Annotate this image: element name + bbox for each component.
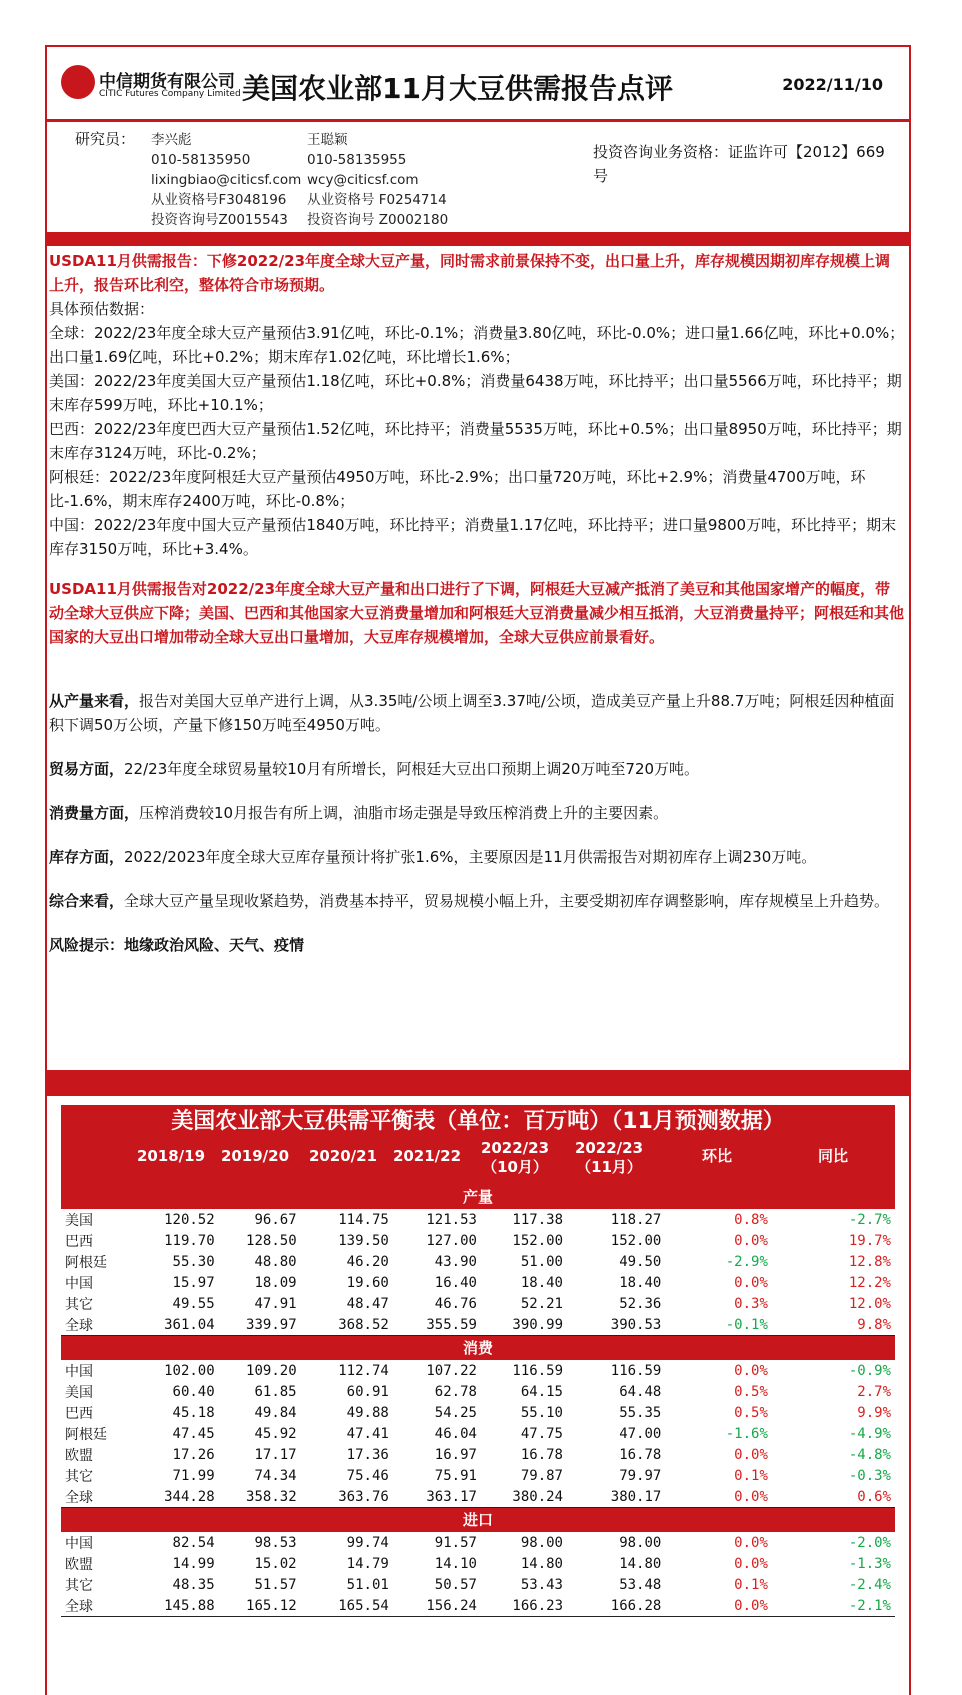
table-title: 美国农业部大豆供需平衡表（单位：百万吨）（11月预测数据） [171,1109,785,1134]
row-label: 中国 [65,1363,93,1380]
table-cell: 0.1% [734,1576,768,1593]
table-cell: 74.34 [254,1467,297,1484]
table-cell: 390.99 [477,1314,563,1336]
table-cell: 98.00 [520,1534,563,1551]
table-cell: 118.27 [610,1211,662,1228]
table-cell: 53.43 [520,1576,563,1593]
table-cell: 96.67 [254,1211,297,1228]
table-cell: 0.8% [734,1211,768,1228]
trade-text: 22/23年度全球贸易量较10月有所增长，阿根廷大豆出口预期上调20万吨至720万吨。 [124,760,700,778]
table-cell: 46.76 [434,1295,477,1312]
table-cell: 50.57 [434,1576,477,1593]
table-cell: 54.25 [434,1404,477,1421]
table-cell: 139.50 [338,1232,389,1249]
row-label: 中国 [65,1535,93,1552]
table-cell: 75.46 [346,1467,389,1484]
table-cell: 0.5% [734,1383,768,1400]
row-label: 巴西 [65,1233,93,1250]
table-cell: 0.3% [734,1295,768,1312]
table-cell: 52.21 [520,1295,563,1312]
section-band-2 [47,1070,909,1096]
analyst-2-advisory: 投资咨询号 Z0002180 [307,212,449,228]
table-section-header: 进口 [61,1508,895,1532]
table-cell: 152.00 [610,1232,662,1249]
table-row [61,1293,895,1314]
table-cell: 127.00 [426,1232,477,1249]
table-cell: 156.24 [389,1595,477,1617]
table-cell: 71.99 [172,1467,215,1484]
table-row [61,1595,895,1617]
citic-logo-icon [61,65,95,99]
table-row [61,1486,895,1508]
row-label: 其它 [65,1577,93,1594]
table-cell: -0.9% [848,1362,891,1379]
analyst-2-email: wcy@citicsf.com [307,172,419,188]
table-cell: -2.0% [848,1534,891,1551]
table-cell: 43.90 [434,1253,477,1270]
table-cell: 61.85 [254,1383,297,1400]
table-cell: 390.53 [563,1314,661,1336]
table-row [61,1444,895,1465]
table-cell: 17.26 [172,1446,215,1463]
column-header: 同比 [817,1147,848,1165]
table-cell: 49.55 [172,1295,215,1312]
analyst-label: 研究员： [75,130,136,148]
table-cell: 166.28 [563,1595,661,1617]
row-label: 美国 [65,1212,93,1229]
table-row [61,1360,895,1381]
table-cell: 0.1% [734,1467,768,1484]
table-cell: -2.7% [848,1211,891,1228]
table-cell: 49.84 [254,1404,297,1421]
table-cell: -2.4% [848,1576,891,1593]
table-section-header: 产量 [61,1185,895,1209]
table-header [61,1105,895,1185]
trade-paragraph [49,757,905,781]
row-label: 阿根廷 [65,1254,107,1271]
report-frame [45,45,911,1695]
column-header: 2022/23 （10月） [480,1139,550,1176]
report-body [49,249,905,957]
column-header: 2018/19 [136,1147,206,1165]
analyst-2 [307,130,448,230]
analyst-1 [151,130,301,230]
table-cell: 0.0% [734,1232,768,1249]
table-cell: 53.48 [619,1576,662,1593]
row-label: 中国 [65,1275,93,1292]
table-row [61,1230,895,1251]
column-header: 2020/21 [308,1147,378,1165]
table-cell: 91.57 [434,1534,477,1551]
license-text: 投资咨询业务资格：证监许可【2012】669号 [593,143,885,185]
table-row [61,1251,895,1272]
global-data: 全球：2022/23年度全球大豆产量预估3.91亿吨，环比-0.1%；消费量3.80亿吨，环比-0.0%；进口量1.66亿吨，环比+0.0%；出口量1.69亿吨，环比+0.2%；期末库存1.02亿吨，环比增长1.6%； [49,324,905,366]
table-row [61,1465,895,1486]
table-cell: 99.74 [346,1534,389,1551]
production-text: 报告对美国大豆单产进行上调，从3.35吨/公顷上调至3.37吨/公顷，造成美豆产量上升88.7万吨；阿根廷因种植面积下调50万公顷，产量下修150万吨至4950万吨。 [49,692,895,734]
production-paragraph [49,689,905,737]
table-section [61,1209,895,1336]
table-cell: 48.80 [254,1253,297,1270]
table-cell: 60.40 [172,1383,215,1400]
consumption-text: 压榨消费较10月报告有所上调，油脂市场走强是导致压榨消费上升的主要因素。 [139,804,669,822]
table-cell: 9.9% [857,1404,891,1421]
table-cell: 116.59 [610,1362,662,1379]
data-label: 具体预估数据： [49,300,155,318]
table-cell: 121.53 [426,1211,477,1228]
table-cell: 119.70 [164,1232,215,1249]
table-row [61,1423,895,1444]
table-cell: 51.00 [520,1253,563,1270]
table-cell: 16.78 [520,1446,563,1463]
report-date: 2022/11/10 [782,75,883,94]
report-title: 美国农业部11月大豆供需报告点评 [242,72,673,105]
table-cell: 45.92 [254,1425,297,1442]
table-cell: 55.10 [520,1404,563,1421]
analyst-2-cert: 从业资格号 F0254714 [307,192,447,208]
report-header [47,47,909,119]
table-cell: 355.59 [389,1314,477,1336]
table-cell: 0.0% [734,1534,768,1551]
table-cell: 55.30 [172,1253,215,1270]
table-cell: 368.52 [297,1314,389,1336]
table-cell: 0.5% [734,1404,768,1421]
table-cell: 46.20 [346,1253,389,1270]
table-cell: 49.88 [346,1404,389,1421]
table-cell: 109.20 [246,1362,297,1379]
table-cell: 363.76 [297,1486,389,1508]
column-header: 2021/22 [392,1147,462,1165]
table-cell: -1.6% [725,1425,768,1442]
table-cell: -0.1% [661,1314,768,1336]
risk-warning: 风险提示：地缘政治风险、天气、疫情 [49,936,305,954]
column-header: 2019/20 [220,1147,290,1165]
table-cell: 107.22 [426,1362,477,1379]
table-cell: 114.75 [338,1211,389,1228]
table-cell: 358.32 [215,1486,297,1508]
table-section [61,1360,895,1508]
summary: USDA11月供需报告对2022/23年度全球大豆产量和出口进行了下调，阿根廷大豆减产抵消了美豆和其他国家增产的幅度，带动全球大豆供应下降；美国、巴西和其他国家大豆消费量增加和阿根廷大豆消费量减少相互抵消，大豆消费量持平；阿根廷和其他国家的大豆出口增加带动全球大豆出口量增加，大豆库存规模增加，全球大豆供应前景看好。 [49,580,905,646]
table-cell: 47.45 [172,1425,215,1442]
trade-label: 贸易方面， [49,760,125,778]
table-cell: 112.74 [338,1362,389,1379]
table-cell: 14.79 [346,1555,389,1572]
table-row [61,1209,895,1230]
analyst-1-name: 李兴彪 [151,132,192,148]
table-cell: 46.04 [434,1425,477,1442]
table-cell: 152.00 [512,1232,563,1249]
table-cell: 16.40 [434,1274,477,1291]
table-cell: 14.99 [172,1555,215,1572]
column-header: 环比 [701,1147,732,1165]
us-data: 美国：2022/23年度美国大豆产量预估1.18亿吨，环比+0.8%；消费量6438万吨，环比持平；出口量5566万吨，环比持平；期末库存599万吨，环比+10.1%； [49,372,902,414]
argentina-data: 阿根廷：2022/23年度阿根廷大豆产量预估4950万吨，环比-2.9%；出口量720万吨，环比+2.9%；消费量4700万吨，环比-1.6%，期末库存2400万吨，环比-0.8%； [49,468,866,510]
row-label: 其它 [65,1296,93,1313]
table-section [61,1532,895,1617]
table-cell: -2.1% [768,1595,895,1617]
table-cell: -4.9% [848,1425,891,1442]
brazil-data: 巴西：2022/23年度巴西大豆产量预估1.52亿吨，环比持平；消费量5535万吨，环比+0.5%；出口量8950万吨，环比持平；期末库存3124万吨，环比-0.2%； [49,420,902,462]
table-cell: 0.0% [734,1446,768,1463]
production-label: 从产量来看， [49,692,140,710]
table-cell: 17.36 [346,1446,389,1463]
table-cell: -1.3% [848,1555,891,1572]
analyst-1-cert: 从业资格号F3048196 [151,192,287,208]
table-cell: 19.7% [848,1232,891,1249]
table-row [61,1272,895,1293]
table-cell: 0.6% [768,1486,895,1508]
table-cell: 16.97 [434,1446,477,1463]
row-label: 欧盟 [65,1556,93,1573]
table-cell: 145.88 [137,1595,215,1617]
analyst-2-phone: 010-58135955 [307,152,407,168]
column-header: 2022/23 （11月） [574,1139,644,1176]
table-cell: 166.23 [477,1595,563,1617]
table-cell: 98.00 [619,1534,662,1551]
table-cell: 0.0% [661,1595,768,1617]
headline: USDA11月供需报告：下修2022/23年度全球大豆产量，同时需求前景保持不变，出口量上升，库存规模因期初库存规模上调上升，报告环比利空，整体符合市场预期。 [49,252,891,294]
table-cell: 48.35 [172,1576,215,1593]
table-cell: 344.28 [137,1486,215,1508]
row-label: 全球 [61,1595,137,1617]
stock-label: 库存方面， [49,848,125,866]
row-label: 欧盟 [65,1447,93,1464]
stock-text: 2022/2023年度全球大豆库存量预计将扩张1.6%，主要原因是11月供需报告对期初库存上调230万吨。 [124,848,817,866]
table-row [61,1574,895,1595]
table-cell: 82.54 [172,1534,215,1551]
table-cell: 120.52 [164,1211,215,1228]
table-cell: 51.01 [346,1576,389,1593]
table-row [61,1553,895,1574]
table-cell: 48.47 [346,1295,389,1312]
section-band [47,232,909,246]
table-cell: 9.8% [768,1314,895,1336]
table-cell: 18.09 [254,1274,297,1291]
table-cell: 14.80 [520,1555,563,1572]
table-cell: 19.60 [346,1274,389,1291]
table-cell: 12.2% [848,1274,891,1291]
consumption-paragraph [49,801,905,825]
table-section-header: 消费 [61,1336,895,1360]
table-cell: 47.41 [346,1425,389,1442]
row-label: 全球 [61,1314,137,1336]
table-cell: 102.00 [164,1362,215,1379]
table-cell: 62.78 [434,1383,477,1400]
table-cell: 0.0% [734,1555,768,1572]
row-label: 其它 [65,1468,93,1485]
table-cell: 47.91 [254,1295,297,1312]
table-cell: 165.12 [215,1595,297,1617]
table-cell: 12.0% [848,1295,891,1312]
table-row [61,1402,895,1423]
balance-table [61,1105,895,1617]
table-cell: 45.18 [172,1404,215,1421]
analyst-block [47,122,909,232]
table-cell: 49.50 [619,1253,662,1270]
table-cell: 2.7% [857,1383,891,1400]
analyst-1-phone: 010-58135950 [151,152,251,168]
table-cell: 380.24 [477,1486,563,1508]
table-cell: 17.17 [254,1446,297,1463]
china-data: 中国：2022/23年度中国大豆产量预估1840万吨，环比持平；消费量1.17亿吨，环比持平；进口量9800万吨，环比持平；期末库存3150万吨，环比+3.4%。 [49,516,897,558]
table-cell: 79.87 [520,1467,563,1484]
row-label: 巴西 [65,1405,93,1422]
table-cell: 98.53 [254,1534,297,1551]
table-cell: 64.48 [619,1383,662,1400]
analyst-1-advisory: 投资咨询号Z0015543 [151,212,288,228]
analyst-2-name: 王聪颖 [307,132,348,148]
table-row [61,1314,895,1336]
table-cell: -0.3% [848,1467,891,1484]
table-cell: 18.40 [520,1274,563,1291]
consumption-label: 消费量方面， [49,804,140,822]
table-cell: 363.17 [389,1486,477,1508]
table-cell: 60.91 [346,1383,389,1400]
table-cell: 15.97 [172,1274,215,1291]
table-cell: 18.40 [619,1274,662,1291]
table-cell: 128.50 [246,1232,297,1249]
table-cell: 165.54 [297,1595,389,1617]
table-row [61,1532,895,1553]
table-cell: 47.75 [520,1425,563,1442]
overall-paragraph [49,889,905,913]
stock-paragraph [49,845,905,869]
table-sections [61,1185,895,1617]
table-cell: 75.91 [434,1467,477,1484]
table-cell: 0.0% [734,1274,768,1291]
row-label: 阿根廷 [65,1426,107,1443]
company-name-en: CITIC Futures Company Limited [99,89,241,99]
table-cell: 16.78 [619,1446,662,1463]
table-row [61,1381,895,1402]
table-cell: 47.00 [619,1425,662,1442]
table-cell: 14.10 [434,1555,477,1572]
column-headers [61,1137,895,1185]
analyst-1-email: lixingbiao@citicsf.com [151,172,302,188]
row-label: 全球 [61,1486,137,1508]
company-name: 中信期货有限公司 [99,72,235,92]
table-cell: -4.8% [848,1446,891,1463]
table-cell: 14.80 [619,1555,662,1572]
table-cell: 0.0% [734,1362,768,1379]
table-cell: 51.57 [254,1576,297,1593]
table-cell: 64.15 [520,1383,563,1400]
table-cell: 380.17 [563,1486,661,1508]
overall-text: 全球大豆产量呈现收紧趋势，消费基本持平，贸易规模小幅上升，主要受期初库存调整影响，库存规模呈上升趋势。 [124,892,890,910]
table-cell: 361.04 [137,1314,215,1336]
table-cell: 0.0% [661,1486,768,1508]
table-cell: 55.35 [619,1404,662,1421]
overall-label: 综合来看， [49,892,125,910]
table-cell: 79.97 [619,1467,662,1484]
row-label: 美国 [65,1384,93,1401]
table-cell: 339.97 [215,1314,297,1336]
table-cell: -2.9% [725,1253,768,1270]
table-cell: 52.36 [619,1295,662,1312]
table-cell: 15.02 [254,1555,297,1572]
table-cell: 117.38 [512,1211,563,1228]
table-cell: 116.59 [512,1362,563,1379]
table-cell: 12.8% [848,1253,891,1270]
